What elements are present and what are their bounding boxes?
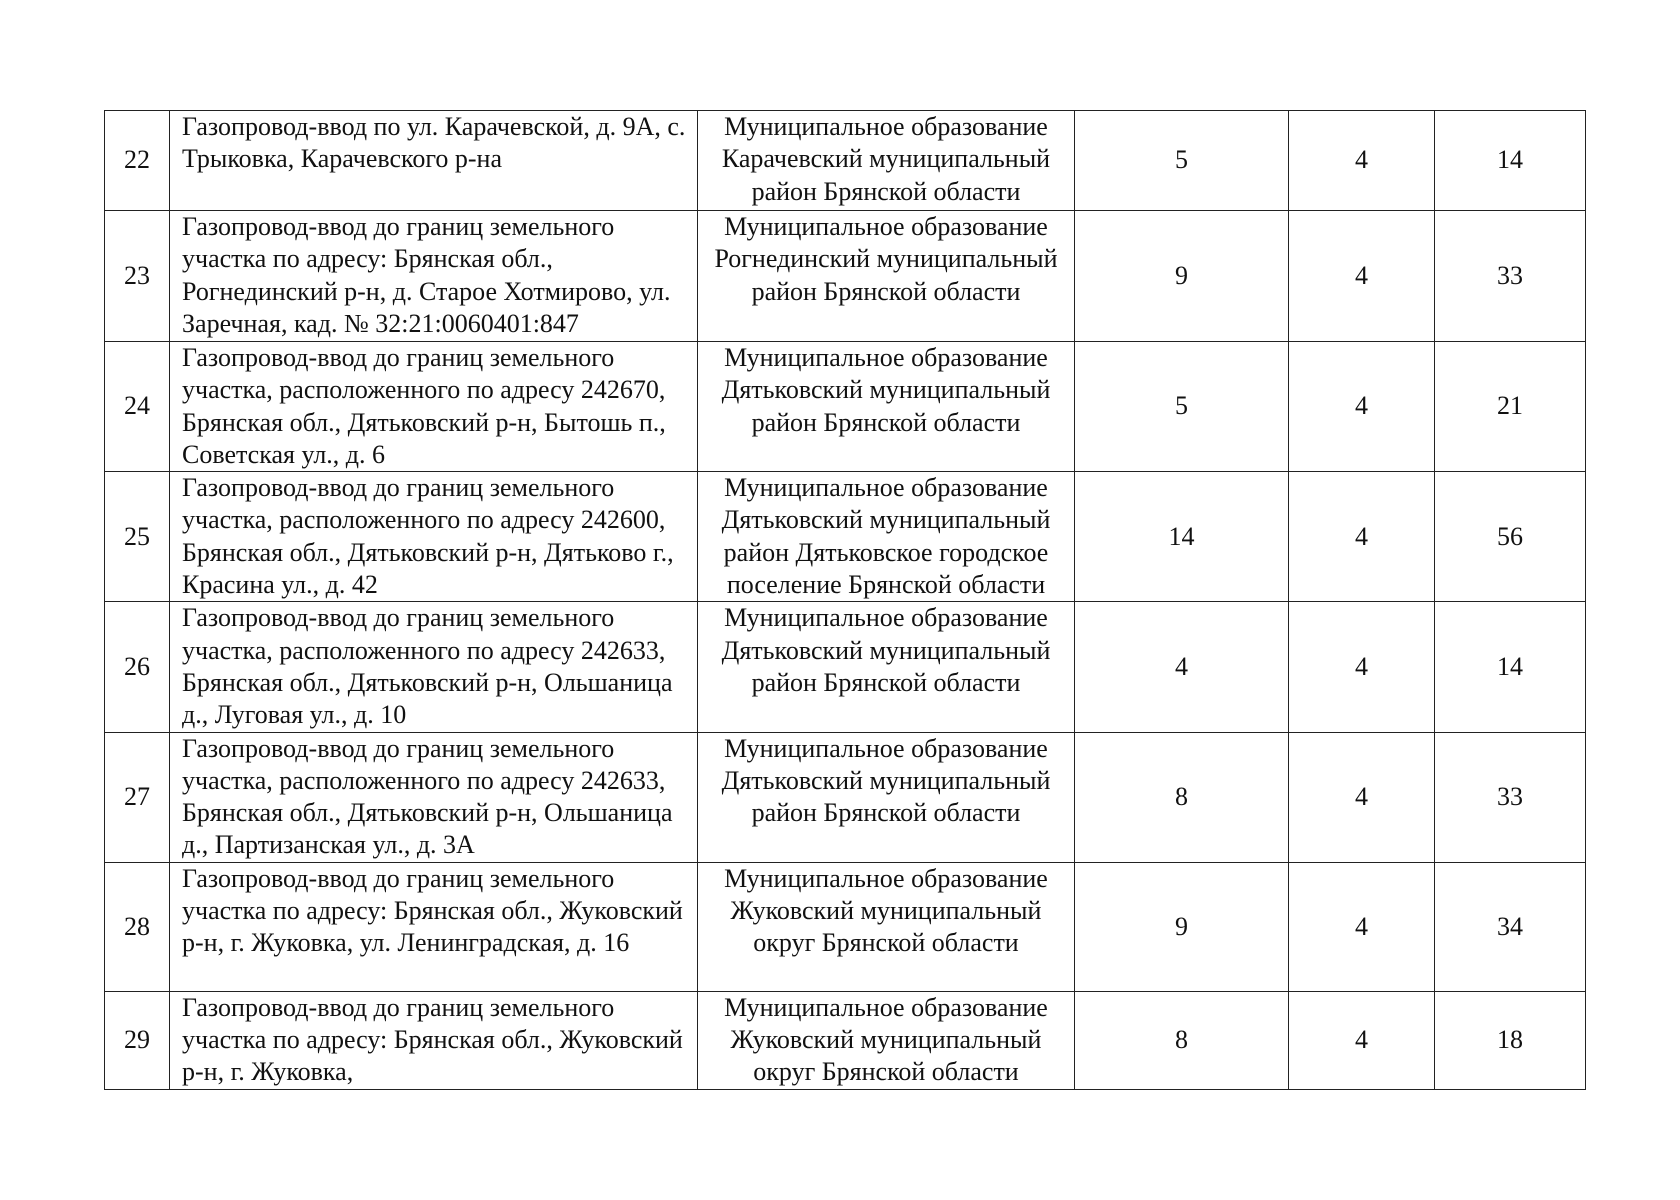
object-description: Газопровод-ввод по ул. Карачевской, д. 9А, с. Трыковка, Карачевского р-на — [170, 111, 698, 211]
table-row — [105, 211, 1586, 342]
value-col4: 14 — [1075, 472, 1289, 602]
owner-name: Муниципальное образование Жуковский муниципальный округ Брянской области — [698, 862, 1075, 991]
object-description: Газопровод-ввод до границ земельного участка по адресу: Брянская обл., Жуковский р-н, г. Жуковка, — [170, 991, 698, 1089]
owner-name: Муниципальное образование Рогнединский муниципальный район Брянской области — [698, 211, 1075, 342]
row-number: 28 — [105, 862, 170, 991]
owner-name: Муниципальное образование Дятьковский муниципальный район Дятьковское городское поселение Брянской области — [698, 472, 1075, 602]
value-col5: 4 — [1289, 472, 1435, 602]
value-col4: 9 — [1075, 211, 1289, 342]
object-description: Газопровод-ввод до границ земельного участка по адресу: Брянская обл., Рогнединский р-н, д. Старое Хотмирово, ул. Заречная, кад. № 32:21:0060401:847 — [170, 211, 698, 342]
row-number: 27 — [105, 732, 170, 862]
value-col6: 56 — [1435, 472, 1586, 602]
table-row — [105, 732, 1586, 862]
table-row — [105, 111, 1586, 211]
owner-name: Муниципальное образование Жуковский муниципальный округ Брянской области — [698, 991, 1075, 1089]
owner-name: Муниципальное образование Дятьковский муниципальный район Брянской области — [698, 602, 1075, 732]
value-col4: 9 — [1075, 862, 1289, 991]
object-description: Газопровод-ввод до границ земельного участка, расположенного по адресу 242670, Брянская обл., Дятьковский р-н, Бытошь п., Советская ул., д. 6 — [170, 342, 698, 472]
value-col5: 4 — [1289, 862, 1435, 991]
value-col6: 14 — [1435, 111, 1586, 211]
value-col4: 8 — [1075, 991, 1289, 1089]
value-col5: 4 — [1289, 342, 1435, 472]
value-col6: 33 — [1435, 211, 1586, 342]
table-row — [105, 472, 1586, 602]
owner-name: Муниципальное образование Карачевский муниципальный район Брянской области — [698, 111, 1075, 211]
row-number: 25 — [105, 472, 170, 602]
value-col5: 4 — [1289, 111, 1435, 211]
row-number: 23 — [105, 211, 170, 342]
value-col4: 4 — [1075, 602, 1289, 732]
owner-name: Муниципальное образование Дятьковский муниципальный район Брянской области — [698, 342, 1075, 472]
gas-pipeline-table — [104, 110, 1586, 1090]
value-col4: 5 — [1075, 342, 1289, 472]
value-col6: 18 — [1435, 991, 1586, 1089]
table-row — [105, 991, 1586, 1089]
row-number: 26 — [105, 602, 170, 732]
value-col6: 21 — [1435, 342, 1586, 472]
value-col4: 5 — [1075, 111, 1289, 211]
row-number: 22 — [105, 111, 170, 211]
object-description: Газопровод-ввод до границ земельного участка по адресу: Брянская обл., Жуковский р-н, г. Жуковка, ул. Ленинградская, д. 16 — [170, 862, 698, 991]
table-row — [105, 342, 1586, 472]
value-col5: 4 — [1289, 991, 1435, 1089]
value-col5: 4 — [1289, 211, 1435, 342]
owner-name: Муниципальное образование Дятьковский муниципальный район Брянской области — [698, 732, 1075, 862]
value-col5: 4 — [1289, 732, 1435, 862]
row-number: 29 — [105, 991, 170, 1089]
value-col6: 34 — [1435, 862, 1586, 991]
value-col4: 8 — [1075, 732, 1289, 862]
table-row — [105, 862, 1586, 991]
table-row — [105, 602, 1586, 732]
row-number: 24 — [105, 342, 170, 472]
object-description: Газопровод-ввод до границ земельного участка, расположенного по адресу 242633, Брянская обл., Дятьковский р-н, Ольшаница д., Луговая ул., д. 10 — [170, 602, 698, 732]
value-col6: 14 — [1435, 602, 1586, 732]
value-col6: 33 — [1435, 732, 1586, 862]
object-description: Газопровод-ввод до границ земельного участка, расположенного по адресу 242633, Брянская обл., Дятьковский р-н, Ольшаница д., Партизанская ул., д. 3А — [170, 732, 698, 862]
value-col5: 4 — [1289, 602, 1435, 732]
object-description: Газопровод-ввод до границ земельного участка, расположенного по адресу 242600, Брянская обл., Дятьковский р-н, Дятьково г., Красина ул., д. 42 — [170, 472, 698, 602]
